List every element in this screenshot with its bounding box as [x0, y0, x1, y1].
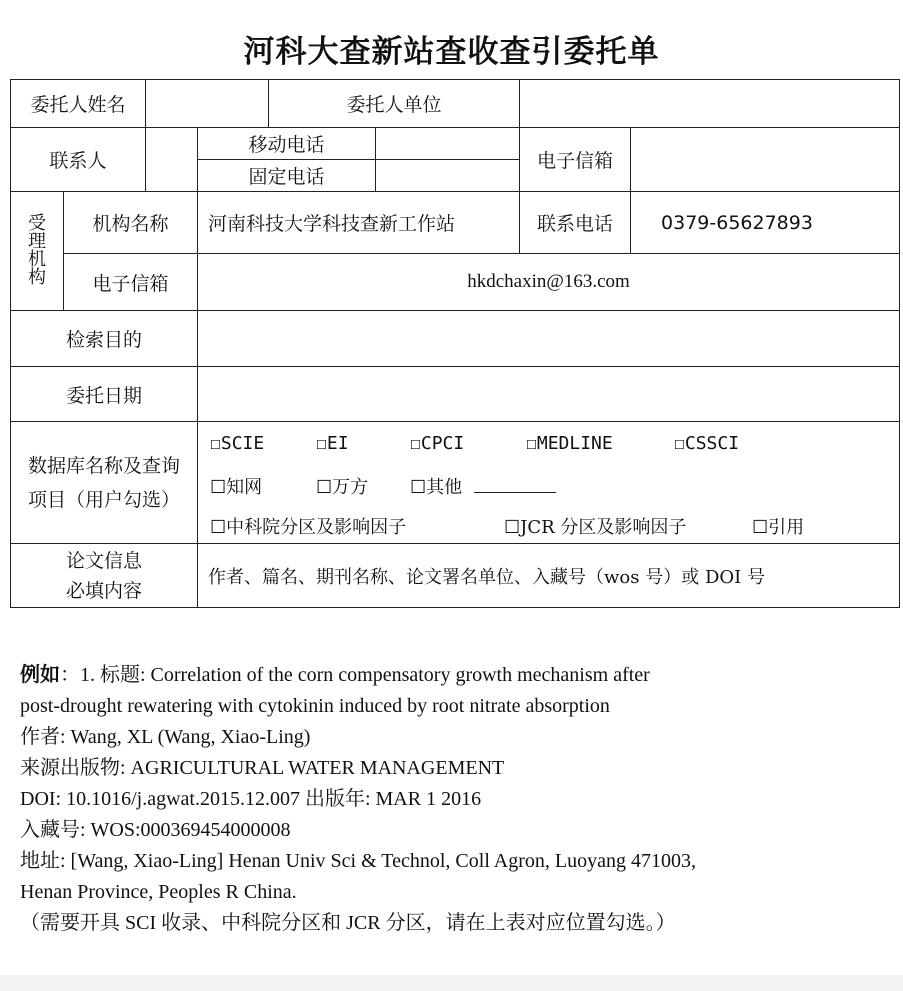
- contact-field[interactable]: [146, 128, 198, 192]
- agency-email-label: 电子信箱: [64, 254, 198, 311]
- example-line-6: 入藏号: WOS:000369454000008: [20, 819, 291, 841]
- agency-label: 受 理 机 构: [11, 192, 64, 311]
- client-email-field[interactable]: [631, 128, 900, 192]
- purpose-label: 检索目的: [11, 311, 198, 367]
- mobile-field[interactable]: [376, 128, 520, 160]
- checkbox-cssci[interactable]: ☐CSSCI: [674, 432, 740, 454]
- client-name-field[interactable]: [146, 80, 269, 128]
- request-form-table: [10, 79, 900, 608]
- example-line-8: Henan Province, Peoples R China.: [20, 881, 297, 903]
- example-line-3: 作者: Wang, XL (Wang, Xiao-Ling): [20, 726, 311, 748]
- landline-label: 固定电话: [198, 160, 376, 192]
- checkbox-jcr-partition[interactable]: ☐JCR 分区及影响因子: [504, 516, 687, 538]
- database-label: 数据库名称及查询项目（用户勾选）: [11, 422, 198, 544]
- purpose-field[interactable]: [198, 311, 900, 367]
- example-line-9: （需要开具 SCI 收录、中科院分区和 JCR 分区，请在上表对应位置勾选。）: [20, 912, 676, 934]
- agency-phone-value: 0379-65627893: [631, 192, 900, 254]
- database-options: [198, 422, 900, 544]
- agency-name-value: 河南科技大学科技查新工作站: [198, 192, 520, 254]
- contact-label: 联系人: [11, 128, 146, 192]
- agency-email-value: hkdchaxin@163.com: [198, 254, 900, 311]
- landline-field[interactable]: [376, 160, 520, 192]
- date-label: 委托日期: [11, 367, 198, 422]
- paper-info-value[interactable]: 作者、篇名、期刊名称、论文署名单位、入藏号（wos 号）或 DOI 号: [198, 544, 900, 608]
- checkbox-wanfang[interactable]: ☐万方: [316, 476, 369, 498]
- client-email-label: 电子信箱: [520, 128, 631, 192]
- example-section: [20, 660, 890, 939]
- checkbox-other[interactable]: ☐其他: [410, 473, 556, 499]
- agency-phone-label: 联系电话: [520, 192, 631, 254]
- checkbox-ei[interactable]: ☐EI: [316, 432, 349, 454]
- checkbox-cpci[interactable]: ☐CPCI: [410, 432, 465, 454]
- paper-info-label: 论文信息 必填内容: [11, 544, 198, 608]
- example-line-1: 例如：1. 标题: Correlation of the corn compensatory growth mechanism after: [20, 664, 650, 686]
- date-field[interactable]: [198, 367, 900, 422]
- checkbox-cas-partition[interactable]: ☐中科院分区及影响因子: [210, 516, 407, 538]
- client-unit-label: 委托人单位: [269, 80, 520, 128]
- example-line-4: 来源出版物: AGRICULTURAL WATER MANAGEMENT: [20, 757, 505, 779]
- mobile-label: 移动电话: [198, 128, 376, 160]
- bottom-scroll-bar: [0, 975, 903, 991]
- example-line-5: DOI: 10.1016/j.agwat.2015.12.007 出版年: MAR 1 2016: [20, 788, 482, 810]
- form-title: 河科大查新站查收查引委托单: [243, 34, 660, 70]
- checkbox-cnki[interactable]: ☐知网: [210, 476, 263, 498]
- example-line-2: post-drought rewatering with cytokinin induced by root nitrate absorption: [20, 695, 610, 717]
- checkbox-citation[interactable]: ☐引用: [752, 516, 805, 538]
- example-line-7: 地址: [Wang, Xiao-Ling] Henan Univ Sci & Technol, Coll Agron, Luoyang 471003,: [20, 850, 696, 872]
- client-unit-field[interactable]: [520, 80, 900, 128]
- client-name-label: 委托人姓名: [11, 80, 146, 128]
- agency-name-label: 机构名称: [64, 192, 198, 254]
- other-blank-line[interactable]: [474, 476, 556, 493]
- checkbox-scie[interactable]: ☐SCIE: [210, 432, 265, 454]
- checkbox-medline[interactable]: ☐MEDLINE: [526, 432, 613, 454]
